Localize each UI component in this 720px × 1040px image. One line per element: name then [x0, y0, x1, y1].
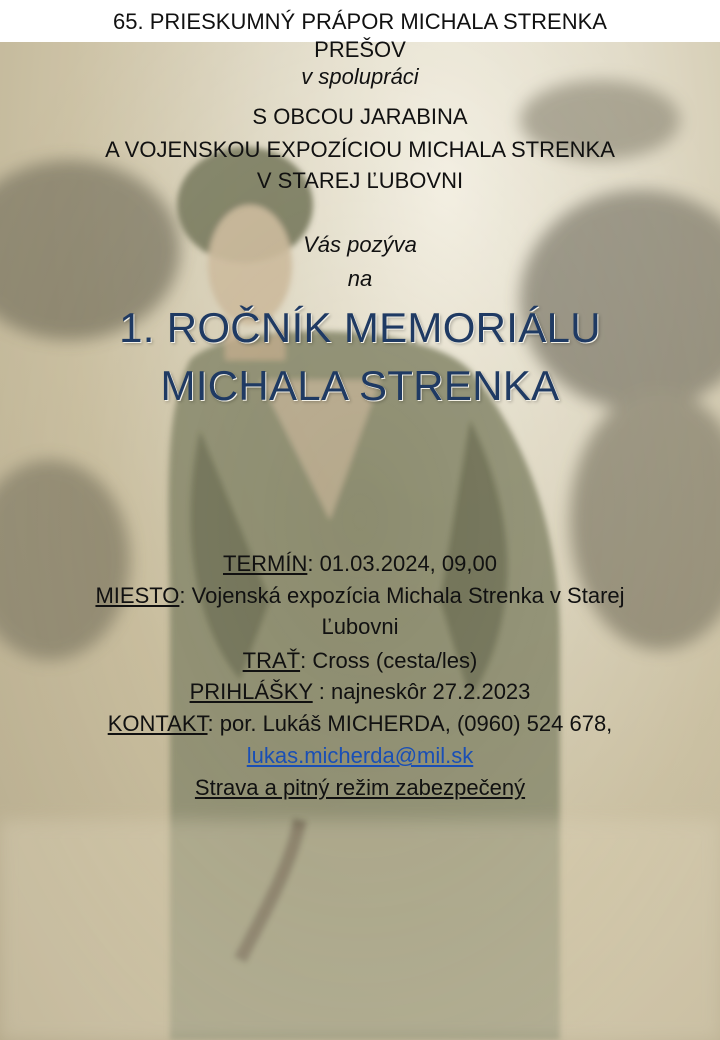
invitation-on: na: [347, 266, 373, 291]
term-label: TERMÍN: [223, 551, 308, 576]
food-row: [0, 775, 720, 801]
invitation-text: Vás pozýva: [303, 232, 417, 257]
term-row: [0, 551, 720, 577]
term-value: : 01.03.2024, 09,00: [307, 551, 497, 576]
place-row-continued: [0, 614, 720, 640]
contact-value: : por. Lukáš MICHERDA, (0960) 524 678,: [207, 711, 613, 736]
place-label: MIESTO: [95, 583, 180, 608]
place-value: : Vojenská expozícia Michala Strenka v Starej: [179, 583, 625, 608]
email-row: [0, 743, 720, 769]
contact-label: KONTAKT: [107, 711, 208, 736]
partner-village: S OBCOU JARABINA: [252, 104, 468, 129]
place-value-continued: Ľubovni: [321, 614, 399, 639]
food-note: Strava a pitný režim zabezpečený: [194, 775, 526, 800]
event-title-line1: 1. ROČNÍK MEMORIÁLU: [119, 304, 601, 351]
track-row: [0, 648, 720, 674]
place-row: [0, 583, 720, 609]
contact-row: [0, 711, 720, 737]
registration-label: PRIHLÁŠKY: [189, 679, 313, 704]
partner-location: V STAREJ ĽUBOVNI: [256, 168, 464, 193]
registration-row: [0, 679, 720, 705]
partner-exposition: A VOJENSKOU EXPOZÍCIOU MICHALA STRENKA: [105, 137, 615, 162]
track-value: : Cross (cesta/les): [300, 648, 478, 673]
contact-email-link[interactable]: lukas.micherda@mil.sk: [246, 743, 474, 768]
registration-value: : najneskôr 27.2.2023: [312, 679, 531, 704]
track-label: TRAŤ: [242, 648, 301, 673]
cooperation-label: v spolupráci: [301, 64, 419, 89]
organizer-name: 65. PRIESKUMNÝ PRÁPOR MICHALA STRENKA: [113, 9, 607, 34]
organizer-city: PREŠOV: [314, 37, 406, 62]
event-title-line2: MICHALA STRENKA: [160, 362, 560, 409]
